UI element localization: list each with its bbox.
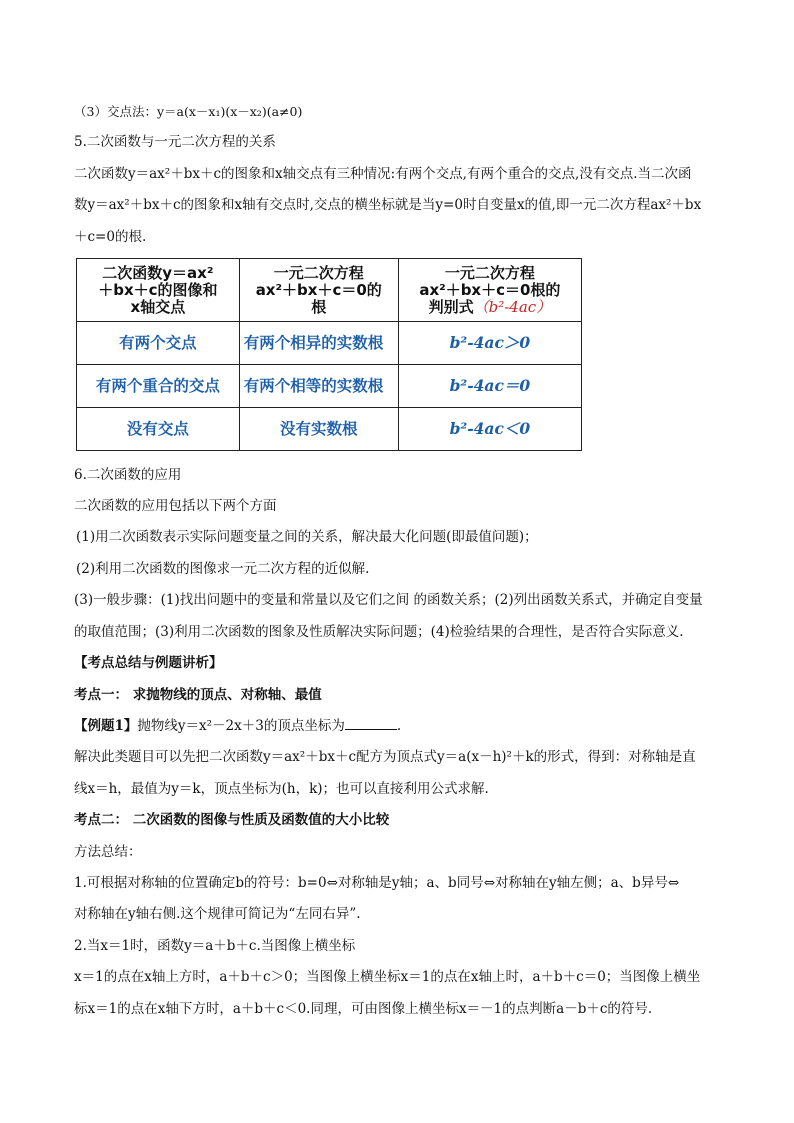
table-cell: 没有实数根 <box>239 408 398 451</box>
paragraph-line: x＝1的点在x轴上方时，a＋b＋c＞0；当图像上横坐标x＝1的点在x轴上时，a＋b＋c＝0；当图像上横坐 <box>74 969 701 985</box>
example-1: 【例题1】抛物线y＝x²－2x＋3的顶点坐标为 . <box>74 718 402 734</box>
header-text: ＋bx＋c的图像和 <box>98 280 218 299</box>
paragraph-line: 对称轴在y轴右侧.这个规律可简记为“左同右异”. <box>74 906 361 922</box>
section-6-heading: 6.二次函数的应用 <box>74 467 182 483</box>
header-text: 一元二次方程 <box>273 263 364 282</box>
header-text: ax²＋bx＋c＝0的 <box>255 280 382 299</box>
table-cell: b²-4ac＜0 <box>398 408 581 451</box>
header-intersections <box>77 259 240 322</box>
paragraph-line: 2.当x＝1时，函数y＝a＋b＋c.当图像上横坐标 <box>74 938 356 954</box>
summary-heading: 【考点总结与例题讲析】 <box>74 655 223 671</box>
table-row <box>77 408 582 451</box>
header-text <box>403 299 577 316</box>
header-text: 一元二次方程 <box>444 263 535 282</box>
header-text: 判别式 <box>428 297 474 316</box>
paragraph-line: 标x＝1的点在x轴下方时，a＋b＋c＜0.同理，可由图像上横坐标x＝－1的点判断a－b＋c的符号. <box>74 1001 653 1017</box>
table-row <box>77 365 582 408</box>
list-item: (1)用二次函数表示实际问题变量之间的关系，解决最大化问题(即最值问题)； <box>76 529 538 545</box>
intersection-form-line: （3）交点法：y＝a(x－x₁)(x－x₂)(a≠0) <box>74 104 303 119</box>
answer-blank <box>345 717 397 730</box>
roots-table <box>76 258 582 451</box>
paragraph-line: 的取值范围；(3)利用二次函数的图象及性质解决实际问题；(4)检验结果的合理性，是否符合实际意义. <box>74 624 684 640</box>
paragraph-line: 1.可根据对称轴的位置确定b的符号：b=0⇔对称轴是y轴；a、b同号⇔对称轴在y轴左侧；a、b异号⇔ <box>74 875 680 891</box>
paragraph-line: ＋c=0的根. <box>74 229 147 245</box>
discriminant-formula: （b²-4ac） <box>473 297 552 316</box>
topic-2-heading: 考点二： 二次函数的图像与性质及函数值的大小比较 <box>74 812 390 828</box>
header-text: ax²＋bx＋c＝0根的 <box>419 280 561 299</box>
paragraph-line: 线x＝h，最值为y＝k，顶点坐标为(h，k)；也可以直接利用公式求解. <box>74 781 489 797</box>
paragraph-line: 解决此类题目可以先把二次函数y＝ax²＋bx＋c配方为顶点式y＝a(x－h)²＋k的形式，得到：对称轴是直 <box>74 749 696 765</box>
section-5-heading: 5.二次函数与一元二次方程的关系 <box>74 134 276 150</box>
header-roots <box>239 259 398 322</box>
paragraph-line: 数y＝ax²＋bx＋c的图象和x轴有交点时,交点的横坐标就是当y=0时自变量x的值,即一元二次方程ax²＋bx <box>74 197 702 213</box>
header-text: x轴交点 <box>130 297 186 316</box>
header-text: 二次函数y＝ax² <box>102 263 214 282</box>
table-header-row <box>77 259 582 322</box>
list-item: (2)利用二次函数的图像求一元二次方程的近似解. <box>76 561 370 577</box>
table-cell: b²-4ac＞0 <box>398 322 581 365</box>
table-row <box>77 322 582 365</box>
paragraph-line: (3)一般步骤：(1)找出问题中的变量和常量以及它们之间 的函数关系；(2)列出函数关系式，并确定自变量 <box>74 592 703 608</box>
table-cell: b²-4ac＝0 <box>398 365 581 408</box>
topic-1-heading: 考点一： 求抛物线的顶点、对称轴、最值 <box>74 687 322 703</box>
table-cell: 有两个重合的交点 <box>77 365 240 408</box>
table-cell: 有两个相等的实数根 <box>239 365 398 408</box>
method-summary-label: 方法总结： <box>74 844 142 860</box>
paragraph-line: 二次函数的应用包括以下两个方面 <box>74 498 277 514</box>
header-text: 根 <box>311 297 327 316</box>
table-cell: 有两个交点 <box>77 322 240 365</box>
paragraph-line: 二次函数y＝ax²＋bx＋c的图象和x轴交点有三种情况:有两个交点,有两个重合的交点,没有交点.当二次函 <box>74 166 692 182</box>
example-question: 抛物线y＝x²－2x＋3的顶点坐标为 <box>137 718 345 734</box>
table-cell: 没有交点 <box>77 408 240 451</box>
table-cell: 有两个相异的实数根 <box>239 322 398 365</box>
example-label: 【例题1】 <box>74 718 138 734</box>
header-discriminant <box>398 259 581 322</box>
